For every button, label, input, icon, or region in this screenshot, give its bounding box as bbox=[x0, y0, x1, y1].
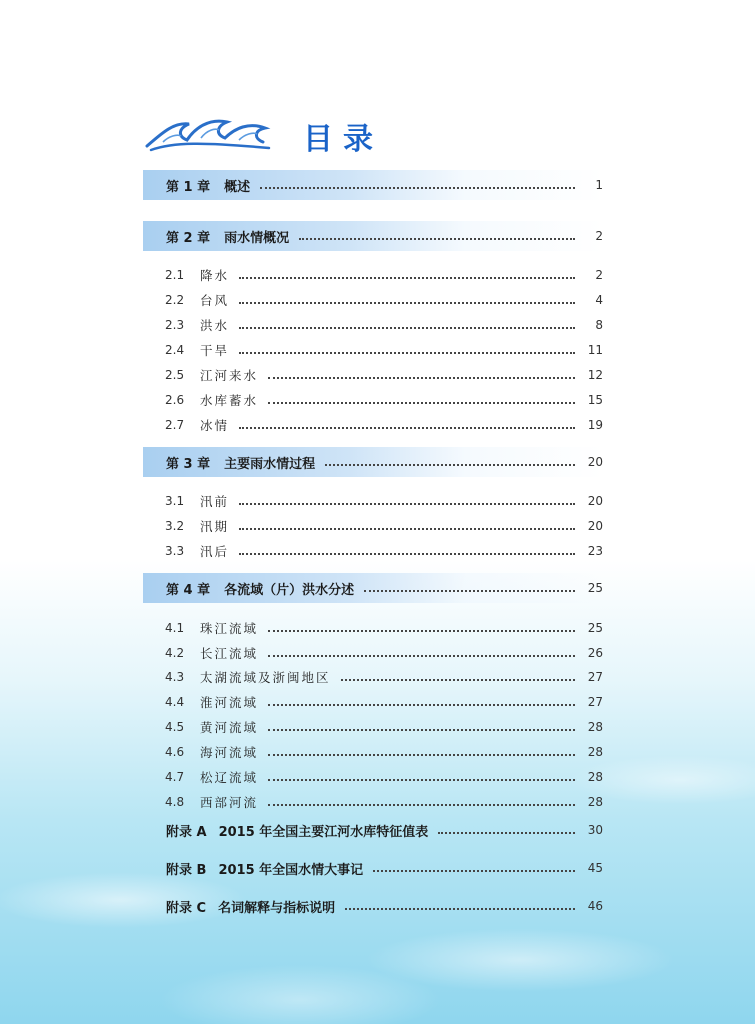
chapter-heading: 第 2 章 雨水情概况 bbox=[166, 230, 290, 246]
page-number: 27 bbox=[587, 695, 603, 709]
appendix-heading: 附录 A 2015 年全国主要江河水库特征值表 bbox=[166, 824, 429, 840]
appendix-heading: 附录 B 2015 年全国水情大事记 bbox=[166, 862, 364, 878]
section-number: 4.1 bbox=[165, 621, 185, 635]
toc-section-4-8[interactable] bbox=[143, 792, 603, 812]
section-title: 降水 bbox=[200, 268, 230, 283]
toc-section-2-2[interactable] bbox=[143, 290, 603, 310]
section-title: 珠江流域 bbox=[200, 621, 259, 636]
toc-section-2-7[interactable] bbox=[143, 415, 603, 435]
page-number: 20 bbox=[587, 519, 603, 533]
chapter-heading: 第 3 章 主要雨水情过程 bbox=[166, 456, 316, 472]
toc-section-4-1[interactable] bbox=[143, 618, 603, 638]
section-number: 4.7 bbox=[165, 770, 185, 784]
section-number: 2.4 bbox=[165, 343, 185, 357]
section-title: 江河来水 bbox=[200, 368, 259, 383]
toc-chapter-2[interactable] bbox=[143, 221, 603, 251]
section-number: 4.8 bbox=[165, 795, 185, 809]
dot-leader bbox=[239, 528, 575, 530]
dot-leader bbox=[364, 590, 575, 592]
section-number: 4.2 bbox=[165, 646, 185, 660]
section-title: 干旱 bbox=[200, 343, 230, 358]
page-number: 15 bbox=[587, 393, 603, 407]
dot-leader bbox=[268, 377, 575, 379]
page-number: 45 bbox=[587, 861, 603, 875]
toc-chapter-4[interactable] bbox=[143, 573, 603, 603]
dot-leader bbox=[345, 908, 575, 910]
toc-section-4-2[interactable] bbox=[143, 643, 603, 663]
section-title: 西部河流 bbox=[200, 795, 259, 810]
toc-section-4-7[interactable] bbox=[143, 767, 603, 787]
dot-leader bbox=[325, 464, 575, 466]
wave-logo-icon bbox=[143, 112, 273, 154]
toc-section-4-3[interactable] bbox=[143, 667, 603, 687]
section-title: 汛后 bbox=[200, 544, 230, 559]
section-title: 长江流域 bbox=[200, 646, 259, 661]
section-number: 4.5 bbox=[165, 720, 185, 734]
toc-section-4-6[interactable] bbox=[143, 742, 603, 762]
dot-leader bbox=[268, 704, 575, 706]
dot-leader bbox=[239, 352, 575, 354]
section-number: 4.3 bbox=[165, 670, 185, 684]
page-number: 23 bbox=[587, 544, 603, 558]
section-title: 黄河流域 bbox=[200, 720, 259, 735]
toc-chapter-1[interactable] bbox=[143, 170, 603, 200]
dot-leader bbox=[268, 729, 575, 731]
chapter-heading: 第 1 章 概述 bbox=[166, 179, 251, 195]
dot-leader bbox=[239, 327, 575, 329]
section-title: 汛期 bbox=[200, 519, 230, 534]
toc-section-4-5[interactable] bbox=[143, 717, 603, 737]
page-number: 30 bbox=[587, 823, 603, 837]
page-number: 28 bbox=[587, 795, 603, 809]
section-title: 汛前 bbox=[200, 494, 230, 509]
toc-section-2-1[interactable] bbox=[143, 265, 603, 285]
dot-leader bbox=[373, 870, 575, 872]
toc-section-2-5[interactable] bbox=[143, 365, 603, 385]
toc-section-3-2[interactable] bbox=[143, 516, 603, 536]
section-title: 洪水 bbox=[200, 318, 230, 333]
dot-leader bbox=[239, 553, 575, 555]
page-number: 20 bbox=[587, 455, 603, 469]
page-number: 28 bbox=[587, 770, 603, 784]
dot-leader bbox=[239, 277, 575, 279]
page-number: 25 bbox=[587, 581, 603, 595]
section-number: 4.4 bbox=[165, 695, 185, 709]
toc-chapter-3[interactable] bbox=[143, 447, 603, 477]
page-number: 12 bbox=[587, 368, 603, 382]
toc-appendix-c[interactable] bbox=[143, 895, 603, 917]
dot-leader bbox=[239, 427, 575, 429]
chapter-heading: 第 4 章 各流域（片）洪水分述 bbox=[166, 582, 355, 598]
section-title: 台风 bbox=[200, 293, 230, 308]
toc-section-2-6[interactable] bbox=[143, 390, 603, 410]
section-title: 松辽流域 bbox=[200, 770, 259, 785]
page-number: 1 bbox=[595, 178, 603, 192]
dot-leader bbox=[260, 187, 575, 189]
dot-leader bbox=[239, 503, 575, 505]
section-number: 4.6 bbox=[165, 745, 185, 759]
page-number: 28 bbox=[587, 745, 603, 759]
page-number: 11 bbox=[587, 343, 603, 357]
section-number: 2.6 bbox=[165, 393, 185, 407]
page-number: 26 bbox=[587, 646, 603, 660]
dot-leader bbox=[268, 402, 575, 404]
dot-leader bbox=[438, 832, 575, 834]
page-number: 46 bbox=[587, 899, 603, 913]
appendix-heading: 附录 C 名词解释与指标说明 bbox=[166, 900, 336, 916]
dot-leader bbox=[299, 238, 575, 240]
toc-section-3-1[interactable] bbox=[143, 491, 603, 511]
dot-leader bbox=[268, 630, 575, 632]
page-number: 19 bbox=[587, 418, 603, 432]
toc-section-2-4[interactable] bbox=[143, 340, 603, 360]
dot-leader bbox=[268, 779, 575, 781]
page-title: 目录 bbox=[303, 122, 383, 157]
section-number: 2.5 bbox=[165, 368, 185, 382]
toc-section-2-3[interactable] bbox=[143, 315, 603, 335]
page-number: 2 bbox=[595, 229, 603, 243]
section-number: 2.2 bbox=[165, 293, 185, 307]
dot-leader bbox=[268, 754, 575, 756]
section-number: 2.3 bbox=[165, 318, 185, 332]
section-title: 水库蓄水 bbox=[200, 393, 259, 408]
section-title: 海河流域 bbox=[200, 745, 259, 760]
section-number: 3.2 bbox=[165, 519, 185, 533]
dot-leader bbox=[341, 679, 575, 681]
section-number: 3.3 bbox=[165, 544, 185, 558]
toc-appendix-b[interactable] bbox=[143, 857, 603, 879]
section-number: 3.1 bbox=[165, 494, 185, 508]
toc-section-3-3[interactable] bbox=[143, 541, 603, 561]
page-number: 8 bbox=[595, 318, 603, 332]
page-number: 2 bbox=[595, 268, 603, 282]
dot-leader bbox=[239, 302, 575, 304]
page-number: 25 bbox=[587, 621, 603, 635]
dot-leader bbox=[268, 804, 575, 806]
toc-section-4-4[interactable] bbox=[143, 692, 603, 712]
section-number: 2.1 bbox=[165, 268, 185, 282]
page-number: 27 bbox=[587, 670, 603, 684]
section-title: 冰情 bbox=[200, 418, 230, 433]
section-title: 太湖流域及浙闽地区 bbox=[200, 670, 331, 685]
toc-appendix-a[interactable] bbox=[143, 819, 603, 841]
page-number: 4 bbox=[595, 293, 603, 307]
dot-leader bbox=[268, 655, 575, 657]
page-number: 20 bbox=[587, 494, 603, 508]
section-title: 淮河流域 bbox=[200, 695, 259, 710]
page-number: 28 bbox=[587, 720, 603, 734]
section-number: 2.7 bbox=[165, 418, 185, 432]
